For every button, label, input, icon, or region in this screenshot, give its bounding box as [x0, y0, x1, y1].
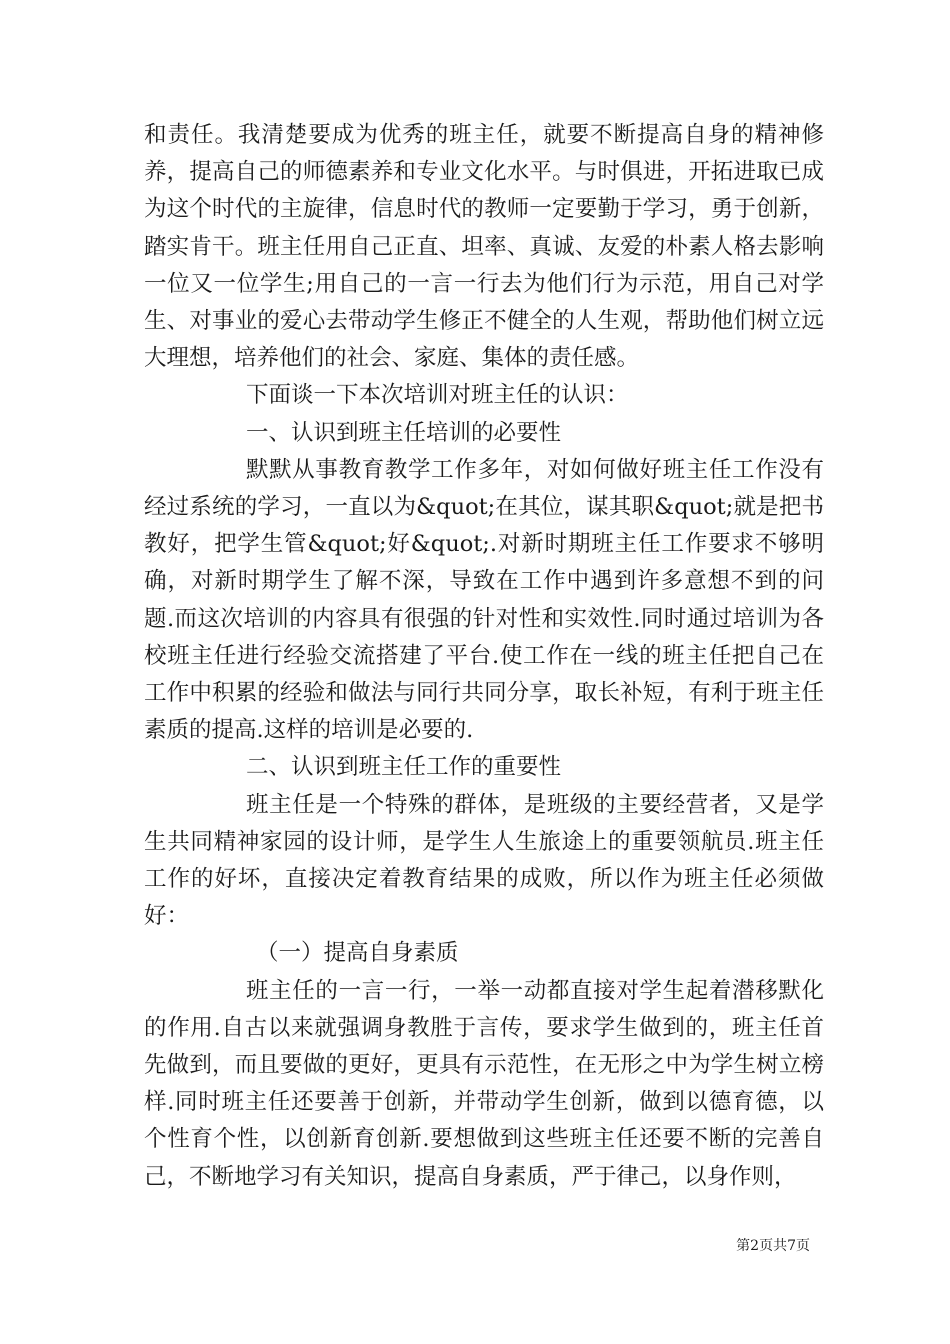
page-number-footer: 第2页共7页 — [736, 1238, 810, 1254]
paragraph-importance: 班主任是一个特殊的群体，是班级的主要经营者，又是学生共同精神家园的设计师，是学生人生旅途上的重要领航员.班主任工作的好坏，直接决定着教育结果的成败，所以作为班主任必须做好： — [144, 791, 824, 930]
paragraph-self-quality: 班主任的一言一行，一举一动都直接对学生起着潜移默化的作用.自古以来就强调身教胜于言传，要求学生做到的，班主任首先做到，而且要做的更好，更具有示范性，在无形之中为学生树立榜样.同时班主任还要善于创新，并带动学生创新，做到以德育德，以个性育个性，以创新育创新.要想做到这些班主任还要不断的完善自己，不断地学习有关知识，提高自身素质，严于律己，以身作则， — [144, 977, 824, 1190]
section-heading-necessity: 一、认识到班主任培训的必要性 — [246, 419, 562, 446]
section-heading-importance: 二、认识到班主任工作的重要性 — [246, 754, 562, 781]
document-body — [144, 117, 824, 1196]
subsection-heading-self-quality: （一）提高自身素质 — [256, 940, 459, 967]
paragraph-necessity: 默默从事教育教学工作多年，对如何做好班主任工作没有经过系统的学习，一直以为&quot;在其位，谋其职&quot;就是把书教好，把学生管&quot;好&quot;.对新时期班主任工作要求不够明确，对新时期学生了解不深，导致在工作中遇到许多意想不到的问题.而这次培训的内容具有很强的针对性和实效性.同时通过培训为各校班主任进行经验交流搭建了平台.使工作在一线的班主任把自己在工作中积累的经验和做法与同行共同分享，取长补短，有利于班主任素质的提高.这样的培训是必要的. — [144, 456, 824, 744]
paragraph-intro-heading: 下面谈一下本次培训对班主任的认识： — [246, 382, 629, 409]
paragraph-responsibility: 和责任。我清楚要成为优秀的班主任，就要不断提高自身的精神修养，提高自己的师德素养和专业文化水平。与时俱进，开拓进取已成为这个时代的主旋律，信息时代的教师一定要勤于学习，勇于创新，踏实肯干。班主任用自己正直、坦率、真诚、友爱的朴素人格去影响一位又一位学生;用自己的一言一行去为他们行为示范，用自己对学生、对事业的爱心去带动学生修正不健全的人生观，帮助他们树立远大理想，培养他们的社会、家庭、集体的责任感。 — [144, 122, 824, 372]
